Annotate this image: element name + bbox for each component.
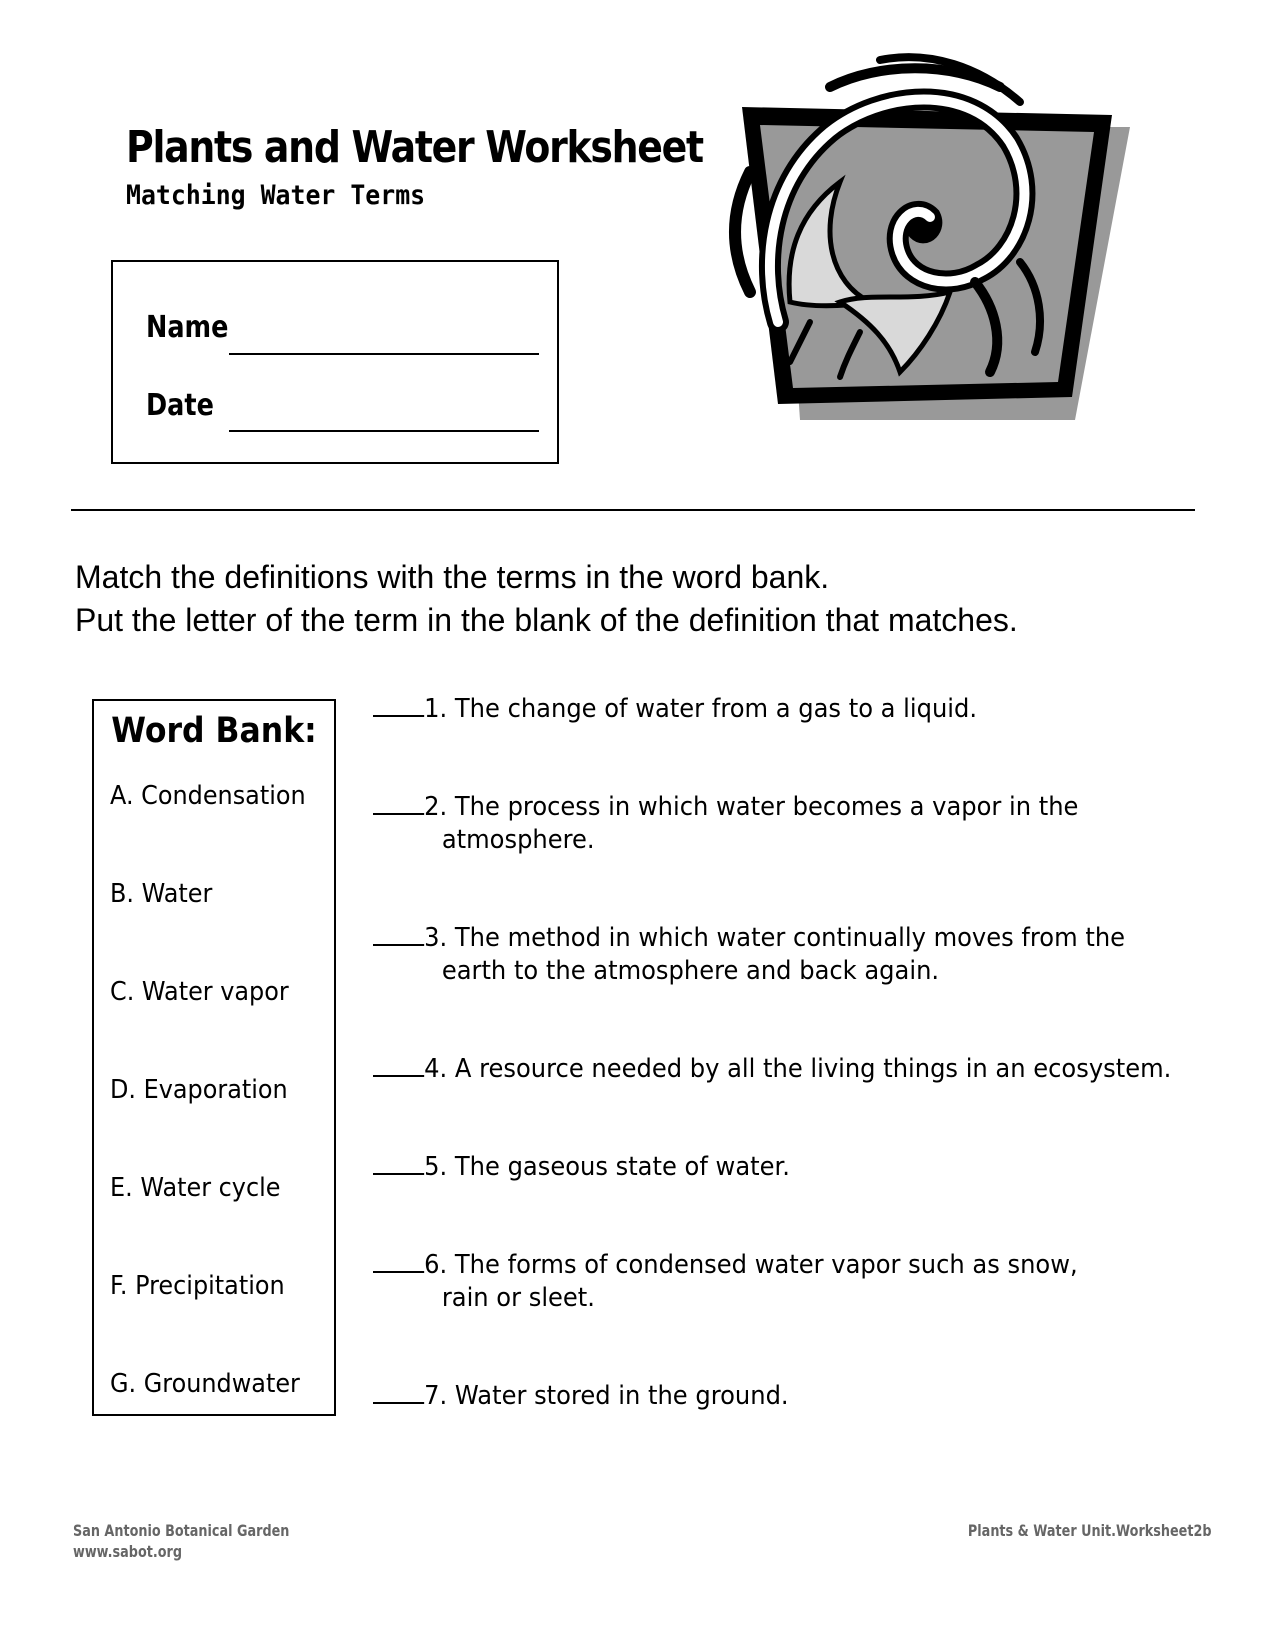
question-text: 7. Water stored in the ground. — [424, 1381, 789, 1411]
wave-icon — [720, 52, 1140, 432]
instructions — [75, 556, 1018, 642]
answer-blank[interactable] — [373, 791, 424, 815]
date-label: Date — [146, 388, 214, 423]
word-bank-item: E. Water cycle — [110, 1173, 281, 1203]
answer-blank[interactable] — [373, 1380, 424, 1404]
answer-blank[interactable] — [373, 1053, 424, 1077]
question-item — [373, 791, 1078, 857]
name-field[interactable] — [229, 353, 539, 355]
answer-blank[interactable] — [373, 1249, 424, 1273]
instruction-line-2: Put the letter of the term in the blank of the definition that matches. — [75, 602, 1018, 638]
date-field[interactable] — [229, 430, 539, 432]
word-bank-item: F. Precipitation — [110, 1271, 285, 1301]
answer-blank[interactable] — [373, 693, 424, 717]
page-subtitle: Matching Water Terms — [126, 180, 426, 211]
section-divider — [71, 509, 1195, 511]
question-item — [373, 693, 977, 726]
question-text-cont: rain or sleet. — [441, 1283, 595, 1313]
name-date-box — [111, 260, 559, 464]
question-item — [373, 1380, 789, 1413]
word-bank-item: C. Water vapor — [110, 977, 289, 1007]
word-bank-item: B. Water — [110, 879, 213, 909]
footer-org — [73, 1520, 289, 1562]
question-text: 1. The change of water from a gas to a liquid. — [424, 694, 978, 724]
word-bank-item: A. Condensation — [110, 781, 306, 811]
name-label: Name — [146, 310, 229, 345]
word-bank — [92, 699, 336, 1416]
word-bank-item: G. Groundwater — [110, 1369, 300, 1399]
question-item — [373, 1249, 1078, 1315]
footer-url: www.sabot.org — [73, 1542, 182, 1561]
page-title: Plants and Water Worksheet — [126, 122, 703, 173]
question-text: 2. The process in which water becomes a vapor in the — [424, 792, 1079, 822]
footer-org-name: San Antonio Botanical Garden — [73, 1521, 290, 1540]
question-text: 6. The forms of condensed water vapor such as snow, — [424, 1250, 1078, 1280]
question-text-cont: atmosphere. — [441, 825, 595, 855]
instruction-line-1: Match the definitions with the terms in the word bank. — [75, 559, 830, 595]
question-text-cont: earth to the atmosphere and back again. — [441, 956, 940, 986]
question-text: 3. The method in which water continually moves from the — [424, 923, 1126, 953]
question-text: 5. The gaseous state of water. — [424, 1152, 790, 1182]
question-item — [373, 922, 1125, 988]
footer-doc-id: Plants & Water Unit.Worksheet2b — [968, 1521, 1212, 1540]
question-item — [373, 1053, 1171, 1086]
word-bank-item: D. Evaporation — [110, 1075, 288, 1105]
answer-blank[interactable] — [373, 922, 424, 946]
question-text: 4. A resource needed by all the living things in an ecosystem. — [424, 1054, 1172, 1084]
question-item — [373, 1151, 790, 1184]
word-bank-title: Word Bank: — [111, 711, 317, 751]
answer-blank[interactable] — [373, 1151, 424, 1175]
